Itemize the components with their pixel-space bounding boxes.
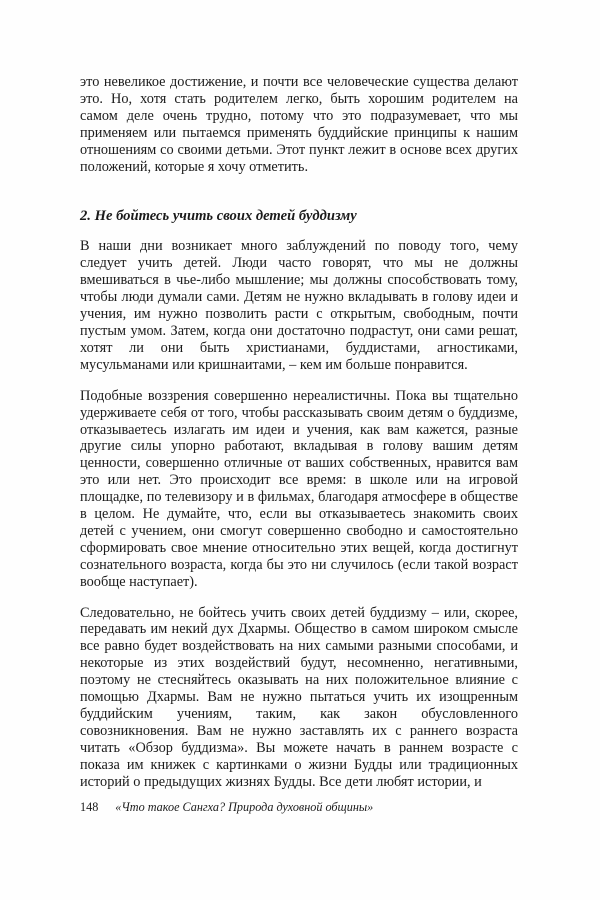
paragraph-section-body-2: Подобные воззрения совершенно нереалистичны. Пока вы тщательно удерживаете себя от того, чтобы рассказывать своим детям о буддизме, отказываетесь излагать им идеи и учения, как вам кажется, разные другие силы упорно работают, вкладывая в голову вашим детям ценности, совершенно отличные от ваших собственных, нравится вам это или нет. Это происходит все время: в школе или на игровой площадке, по телевизору и в фильмах, благодаря атмосфере в обществе в целом. Не думайте, что, если вы отказываетесь знакомить своих детей с учением, они смогут совершенно свободно и самостоятельно сформировать свое мнение относительно этих вещей, когда достигнут сознательного возраста, когда бы это ни случилось (если такой возраст вообще наступает).	[80, 387, 518, 590]
paragraph-section-body-1: В наши дни возникает много заблуждений по поводу того, чему следует учить детей. Люди часто говорят, что мы не должны вмешиваться в чье-либо мышление; мы должны способствовать тому, чтобы люди думали сами. Детям не нужно вкладывать в голову идеи и учения, им нужно позволить расти с открытым, свободным, почти пустым умом. Затем, когда они достаточно подрастут, они сами решат, хотят ли они быть христианами, буддистами, агностиками, мусульманами или кришнаитами, – кем им больше понравится.	[80, 238, 518, 373]
paragraph-intro-continuation: это невеликое достижение, и почти все человеческие существа делают это. Но, хотя стать родителем легко, быть хорошим родителем на самом деле очень трудно, потому что это подразумевает, что мы применяем или пытаемся применять буддийские принципы к нашим отношениям со своими детьми. Этот пункт лежит в основе всех других положений, которые я хочу отметить.	[80, 74, 518, 175]
section-heading: 2. Не бойтесь учить своих детей буддизму	[80, 208, 357, 225]
page-footer	[80, 800, 518, 815]
page-number: 148	[80, 800, 99, 814]
paragraph-section-body-3: Следовательно, не бойтесь учить своих детей буддизму – или, скорее, передавать им некий дух Дхармы. Общество в самом широком смысле все равно будет воздействовать на них самыми разными способами, и некоторые из этих воздействий будут, несомненно, негативными, поэтому не стесняйтесь оказывать на них положительное влияние с помощью Дхармы. Вам не нужно пытаться учить их изощренным буддийским учениям, таким, как закон обусловленного совозникновения. Вам не нужно заставлять их с раннего возраста читать «Обзор буддизма». Вы можете начать в раннем возрасте с показа им книжек с картинками о жизни Будды или традиционных историй о предыдущих жизнях Будды. Все дети любят истории, и	[80, 604, 518, 790]
page-text-block	[80, 74, 518, 805]
running-title: «Что такое Сангха? Природа духовной общины»	[115, 800, 374, 814]
